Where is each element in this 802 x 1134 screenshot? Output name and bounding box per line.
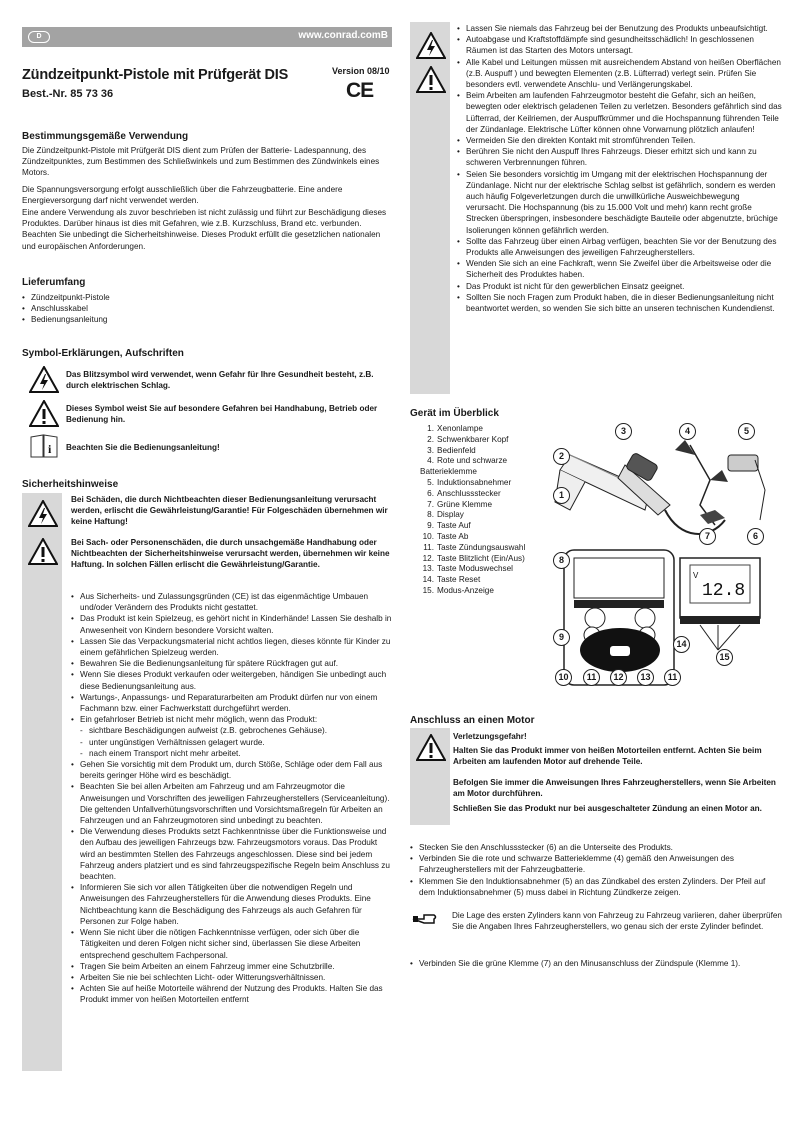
section-heading-safety: Sicherheitshinweise [22, 479, 119, 490]
list-item: 5. Induktionsabnehmer [427, 477, 512, 487]
callout-9: 9 [553, 629, 570, 646]
callout-10: 10 [555, 669, 572, 686]
safety-list [71, 591, 392, 1006]
section-heading-symbols: Symbol-Erklärungen, Aufschriften [22, 348, 184, 359]
list-subitem: - sichtbare Beschädigungen aufweist (z.B. gebrochenes Gehäuse). [71, 725, 392, 736]
safety-list-continued [457, 23, 782, 314]
lightning-warning-icon [416, 32, 446, 59]
symbol-exclamation-text: Dieses Symbol weist Sie auf besondere Gefahren bei Handhabung, Betrieb oder Bedienung hin. [66, 404, 378, 425]
lcd-unit: V [693, 571, 699, 580]
list-item: 10. Taste Ab [422, 531, 469, 541]
callout-7: 7 [699, 528, 716, 545]
list-item: 15. Modus-Anzeige [422, 585, 494, 595]
list-item: • Beim Arbeiten am laufenden Fahrzeugmotor besteht die Gefahr, sich an heißen, bewegten oder elektrisch geladenen Teilen zu verletzen. Besonders gefährlich sind das Lüfterrad, der Keilriemen, der Auspuffkrümmer und die Hochspannung führenden Teile der Zündanlage. Elektrische Lüfter können ohne Vorwarnung plötzlich anlaufen! [457, 90, 782, 135]
list-item: • Ein gefahrloser Betrieb ist nicht mehr möglich, wenn das Produkt: [71, 714, 392, 725]
list-item: 3. Bedienfeld [427, 445, 476, 455]
exclamation-warning-icon [28, 538, 58, 565]
list-item: • Wenden Sie sich an eine Fachkraft, wenn Sie Zweifel über die Arbeitsweise oder die Sicherheit des Produktes haben. [457, 258, 782, 280]
list-item: • Autoabgase und Kraftstoffdämpfe sind gesundheitsschädlich! In geschlossenen Räumen ist das Starten des Motors untersagt. [457, 34, 782, 56]
section-heading-usage: Bestimmungsgemäße Verwendung [22, 131, 189, 142]
list-item: 7. Grüne Klemme [427, 499, 493, 509]
lightning-warning-icon [29, 366, 59, 393]
list-item: 1. Xenonlampe [427, 424, 483, 433]
callout-5: 5 [738, 423, 755, 440]
section-heading-overview: Gerät im Überblick [410, 408, 499, 419]
connection-warning-3: Schließen Sie das Produkt nur bei ausgeschalteter Zündung an einen Motor an. [453, 804, 762, 813]
callout-13: 13 [637, 669, 654, 686]
callout-12: 12 [610, 669, 627, 686]
list-item: • Lassen Sie das Verpackungsmaterial nicht achtlos liegen, dieses könnte für Kinder zu einem gefährlichen Spielzeug werden. [71, 636, 392, 658]
list-item: • Verbinden Sie die rote und schwarze Batterieklemme (4) gemäß den Anweisungen des Fahrzeugherstellers mit der Fahrzeugbatterie. [410, 853, 782, 875]
exclamation-warning-icon [29, 400, 59, 427]
callout-1: 1 [553, 487, 570, 504]
list-item: • Gehen Sie vorsichtig mit dem Produkt um, durch Stöße, Schläge oder dem Fall aus bereits geringer Höhe wird es beschädigt. [71, 759, 392, 781]
site-url[interactable]: www.conrad.comB [298, 30, 388, 41]
list-item: • Vermeiden Sie den direkten Kontakt mit stromführenden Teilen. [457, 135, 782, 146]
list-item: 9. Taste Auf [427, 521, 471, 531]
safety-sidebar [22, 493, 62, 1071]
connection-final-step [410, 958, 782, 969]
list-item: 6. Anschlussstecker [427, 488, 501, 498]
delivery-list [22, 292, 392, 326]
callout-11b: 11 [664, 669, 681, 686]
list-item: • Beachten Sie bei allen Arbeiten am Fahrzeug und am Fahrzeugmotor die Anweisungen und Vorschriften des jeweiligen Fahrzeugherstellers (Serviceanleitung). Die geltenden Unfallverhütungsvorschriften und Vorsichtsmaßregeln für Arbeiten an Fahrzeugen und an Fahrzeugmotoren sind unbedingt zu beachten. [71, 781, 392, 826]
list-item: • Die Verwendung dieses Produkts setzt Fachkenntnisse über die Funktionsweise und den Aufbau des jeweiligen Fahrzeugs bzw. Fahrzeugsmotors voraus. Das Produkt wird an bestimmten Stellen des Fahrzeugs angeschlossen. Diese sind bei jedem Fahrzeug anders platziert und es sind fahrzeugspezifische Regeln beim Anschluss zu beachten. [71, 826, 392, 882]
list-item: • Klemmen Sie den Induktionsabnehmer (5) an das Zündkabel des ersten Zylinders. Der Pfeil auf dem Induktionsabnehmer (5) muss dabei in Richtung Zündkerze zeigen. [410, 876, 782, 898]
component-list [420, 424, 525, 597]
section-heading-connection: Anschluss an einen Motor [410, 715, 535, 726]
list-item: • Tragen Sie beim Arbeiten an einem Fahrzeug immer eine Schutzbrille. [71, 961, 392, 972]
connection-warning-1: Halten Sie das Produkt immer von heißen Motorteilen entfernt. Achten Sie beim Arbeiten am laufenden Motor auf drehende Teile. [453, 746, 762, 767]
list-item: 14. Taste Reset [422, 575, 481, 585]
list-item: 13. Taste Moduswechsel [422, 564, 513, 574]
exclamation-warning-icon [416, 734, 446, 761]
usage-paragraph-2: Die Spannungsversorgung erfolgt ausschließlich über die Fahrzeugbatterie. Eine andere Energieversorgung darf nicht verwendet werden. [22, 185, 343, 206]
list-item: 12. Taste Blitzlicht (Ein/Aus) [422, 553, 525, 563]
list-item: • Stecken Sie den Anschlussstecker (6) an die Unterseite des Produkts. [410, 842, 782, 853]
device-illustration [550, 420, 782, 690]
connection-warning-title: Verletzungsgefahr! [453, 732, 527, 741]
symbol-lightning-text: Das Blitzsymbol wird verwendet, wenn Gefahr für Ihre Gesundheit besteht, z.B. durch elektrischen Schlag. [66, 370, 374, 391]
header-bar [22, 27, 392, 47]
list-item: • Arbeiten Sie nie bei schlechten Licht- oder Witterungsverhältnissen. [71, 972, 392, 983]
list-item: • Wenn Sie nicht über die nötigen Fachkenntnisse verfügen, oder sich über die Tätigkeiten und deren Folgen nicht sicher sind, überlassen Sie diese Arbeiten entsprechend geschultem Fachpersonal. [71, 927, 392, 961]
list-item: • Verbinden Sie die grüne Klemme (7) an den Minusanschluss der Zündspule (Klemme 1). [410, 958, 782, 969]
list-item: 8. Display [427, 510, 464, 520]
page-title: Zündzeitpunkt-Pistole mit Prüfgerät DIS [22, 67, 289, 83]
list-item: • Anschlusskabel [22, 303, 392, 314]
list-subitem: - nach einem Transport nicht mehr arbeitet. [71, 748, 392, 759]
list-item: • Wenn Sie dieses Produkt verkaufen oder weitergeben, händigen Sie unbedingt auch diese Bedienungsanleitung aus. [71, 669, 392, 691]
list-item: • Lassen Sie niemals das Fahrzeug bei der Benutzung des Produkts unbeaufsichtigt. [457, 23, 782, 34]
callout-6: 6 [747, 528, 764, 545]
order-number: Best.-Nr. 85 73 36 [22, 88, 114, 100]
list-item: • Aus Sicherheits- und Zulassungsgründen (CE) ist das eigenmächtige Umbauen und/oder Verändern des Produkts nicht gestattet. [71, 591, 392, 613]
version-label: Version 08/10 [332, 66, 390, 76]
list-item: 11. Taste Zündungsauswahl [423, 542, 526, 552]
usage-paragraph-3: Eine andere Verwendung als zuvor beschrieben ist nicht zulässig und führt zur Beschädigung dieses Produktes. Darüber hinaus ist dies mit Gefahren, wie z.B. Kurzschluss, Brand etc. verbunden. Beachten Sie unbedingt die Sicherheitshinweise. Dieses Produkt erfüllt die gesetzlichen nationalen und europäischen Anforderungen. [22, 208, 387, 251]
list-item: • Zündzeitpunkt-Pistole [22, 292, 392, 303]
lcd-reading: 12.8 [702, 581, 746, 601]
list-subitem: - unter ungünstigen Verhältnissen gelagert wurde. [71, 737, 392, 748]
list-item: • Alle Kabel und Leitungen müssen mit ausreichendem Abstand von heißen Oberflächen (z.B. Auspuff ) und bewegten Elementen (z.B. Lüfterrad) verlegt sein. Prüfen Sie besonders evtl. verwendete Anschlu- und Verlängerungskabel. [457, 57, 782, 91]
list-item: 2. Schwenkbarer Kopf [427, 434, 509, 444]
list-item: • Seien Sie besonders vorsichtig im Umgang mit der elektrischen Hochspannung der Zündanlage. Nicht nur der elektrische Schlag selbst ist gefährlich, sondern es werden auch häufig Folgeverletzungen durch die unwillkürliche Ausweichbewegung verursacht. Die Hochspannung (bis zu 15.000 Volt und mehr) kann recht große Strecken überspringen, insbesondere beschädigte Bauteile oder abgenutzte, brüchige Isolierungen können gefährlich werden. [457, 169, 782, 236]
usage-paragraph-1: Die Zündzeitpunkt-Pistole mit Prüfgerät DIS dient zum Prüfen der Batterie- Ladespannung, des Zündzeitpunktes, zum Bestimmen des Schließwinkels und zum Bestimmen des Zündwinkels eines Motors. [22, 146, 380, 178]
list-item: • Das Produkt ist kein Spielzeug, es gehört nicht in Kinderhände! Lassen Sie deshalb in Anwesenheit von Kindern besondere Vorsicht walten. [71, 613, 392, 635]
pointing-hand-icon [412, 911, 438, 927]
exclamation-warning-icon [416, 66, 446, 93]
safety-warning-2: Bei Sach- oder Personenschäden, die durch unsachgemäße Handhabung oder Nichtbeachten der Sicherheitshinweise verursacht werden, übernehmen wir keine Haftung. In solchen Fällen erlischt die Gewährleistung/Garantie. [71, 538, 390, 570]
svg-text:i: i [48, 442, 52, 456]
list-item: • Berühren Sie nicht den Auspuff Ihres Fahrzeugs. Dieser erhitzt sich und kann zu schweren Verbrennungen führen. [457, 146, 782, 168]
callout-2: 2 [553, 448, 570, 465]
callout-15: 15 [716, 649, 733, 666]
manual-book-icon [29, 433, 59, 459]
section-heading-delivery: Lieferumfang [22, 277, 86, 288]
list-item: 4. Rote und schwarze Batterieklemme [420, 456, 508, 477]
connection-warning-2: Befolgen Sie immer die Anweisungen Ihres Fahrzeugherstellers, wenn Sie Arbeiten am Motor durchführen. [453, 778, 776, 799]
connection-steps [410, 842, 782, 898]
list-item: • Achten Sie auf heiße Motorteile während der Nutzung des Produkts. Halten Sie das Produkt immer von heißen Motorteilen entfernt [71, 983, 392, 1005]
callout-14: 14 [673, 636, 690, 653]
language-badge: D [28, 31, 50, 43]
connection-note: Die Lage des ersten Zylinders kann von Fahrzeug zu Fahrzeug variieren, daher überprüfen Sie die Angaben Ihres Fahrzeugherstellers, wo genau sich der erste Zylinder befindet. [452, 911, 782, 932]
list-item: • Informieren Sie sich vor allen Tätigkeiten über die notwendigen Regeln und Anweisungen des Fahrzeugherstellers für die Anwendung dieses Produkts. Eine Nichtbeachtung kann die Beschädigung des Fahrzeugs als auch Gefahren für Personen zur Folge haben. [71, 882, 392, 927]
symbol-manual-text: Beachten Sie die Bedienungsanleitung! [66, 443, 220, 452]
callout-4: 4 [679, 423, 696, 440]
list-item: • Bedienungsanleitung [22, 314, 392, 325]
list-item: • Sollte das Fahrzeug über einen Airbag verfügen, beachten Sie vor der Benutzung des Produkts alle Anweisungen des jeweiligen Fahrzeugherstellers. [457, 236, 782, 258]
list-item: • Das Produkt ist nicht für den gewerblichen Einsatz geeignet. [457, 281, 782, 292]
ce-mark: CE [346, 79, 374, 102]
lightning-warning-icon [28, 500, 58, 527]
list-item: • Bewahren Sie die Bedienungsanleitung für spätere Rückfragen gut auf. [71, 658, 392, 669]
list-item: • Wartungs-, Anpassungs- und Reparaturarbeiten am Produkt dürfen nur von einem Fachmann bzw. einer Fachwerkstatt durchgeführt werden. [71, 692, 392, 714]
callout-3: 3 [615, 423, 632, 440]
callout-11: 11 [583, 669, 600, 686]
callout-8: 8 [553, 552, 570, 569]
list-item: • Sollten Sie noch Fragen zum Produkt haben, die in dieser Bedienungsanleitung nicht beantwortet werden, so wenden Sie sich bitte an unseren technischen Kundendienst. [457, 292, 782, 314]
safety-warning-1: Bei Schäden, die durch Nichtbeachten dieser Bedienungsanleitung verursacht werden, erlischt die Gewährleistung/Garantie! Für Folgeschäden übernehmen wir keine Haftung! [71, 495, 388, 527]
